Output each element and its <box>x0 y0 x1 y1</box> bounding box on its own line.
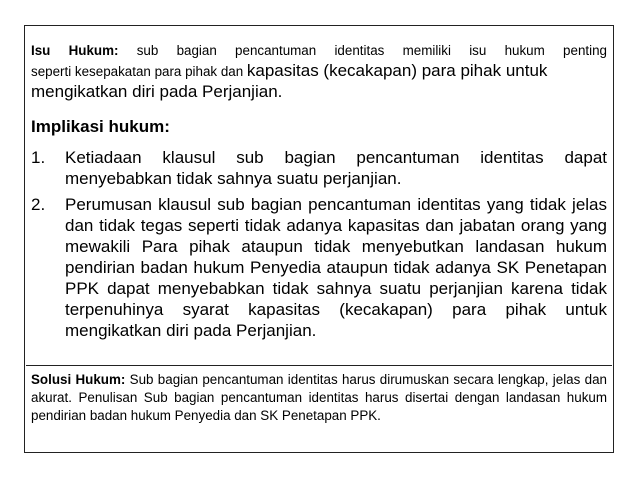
list-item-text: Perumusan klausul sub bagian pencantuman identitas yang tidak jelas dan tidak tegas seperti tidak adanya kapasitas dan jabatan orang yang mewakili Para pihak ataupun tidak menyebutkan landasan hukum pendirian badan hukum Penyedia ataupun tidak adanya SK Penetapan PPK dapat menyebabkan tidak sahnya suatu perjanjian karena tidak terpenuhinya syarat kapasitas (kecakapan) para pihak untuk mengikatkan diri pada Perjanjian. <box>65 195 607 340</box>
isu-hukum-text-large: kapasitas (kecakapan) para pihak untuk <box>246 61 548 80</box>
isu-hukum-text-cont: seperti kesepakatan para pihak dan <box>31 64 247 79</box>
section-divider <box>26 365 612 366</box>
implikasi-hukum-title: Implikasi hukum: <box>31 117 170 136</box>
isu-hukum-label: Isu Hukum: <box>31 43 119 58</box>
list-item <box>31 147 607 189</box>
list-item-number: 2. <box>31 195 46 214</box>
list-item <box>31 194 607 341</box>
list-item-number: 1. <box>31 148 46 167</box>
list-item-text: Ketiadaan klausul sub bagian pencantuman identitas dapat menyebabkan tidak sahnya suatu perjanjian. <box>65 148 607 188</box>
solusi-hukum-paragraph <box>31 371 607 425</box>
isu-hukum-text: sub bagian pencantuman identitas memiliki isu hukum penting <box>118 43 607 58</box>
isu-hukum-text-large-cont: mengikatkan diri pada Perjanjian. <box>31 82 283 101</box>
solusi-hukum-label: Solusi Hukum: <box>31 372 126 387</box>
isu-hukum-paragraph <box>31 42 607 102</box>
solusi-hukum-text: Sub bagian pencantuman identitas harus dirumuskan secara lengkap, jelas dan akurat. Penulisan Sub bagian pencantuman identitas harus disertai dengan landasan hukum pendirian badan hukum Penyedia dan SK Penetapan PPK. <box>31 372 607 423</box>
